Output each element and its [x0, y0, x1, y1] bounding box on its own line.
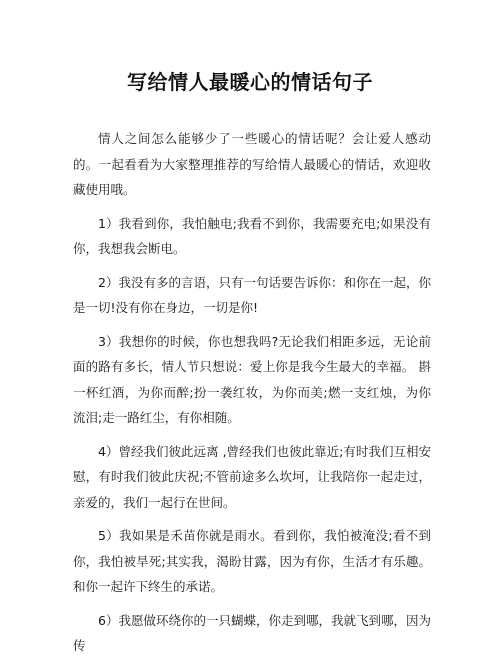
document-title: 写给情人最暖心的情话句子	[127, 70, 373, 94]
paragraph-6: 6）我愿做环绕你的一只蝴蝶，你走到哪，我就飞到哪，因为传	[73, 612, 431, 653]
paragraph-3: 3）我想你的时候，你也想我吗?无论我们相距多远，无论前面的路有多长，情人节只想说：爱上你是我今生最大的幸福。 斟一杯红酒，为你而醉;扮一袭红妆，为你而美;燃一支红烛，为你流泪;走一路红尘，有你相随。	[73, 333, 431, 425]
paragraph-4: 4）曾经我们彼此远离 ,曾经我们也彼此靠近;有时我们互相安慰，有时我们彼此庆祝;不管前途多么坎坷，让我陪你一起走过，亲爱的，我们一起行在世间。	[73, 443, 431, 510]
document-body	[73, 126, 431, 667]
paragraph-1: 1）我看到你，我怕触电;我看不到你，我需要充电;如果没有你，我想我会断电。	[73, 215, 431, 256]
paragraph-intro: 情人之间怎么能够少了一些暖心的情话呢？会让爱人感动的。一起看看为大家整理推荐的写给情人最暖心的情话，欢迎收藏使用哦。	[73, 131, 431, 197]
paragraph-5: 5）我如果是禾苗你就是雨水。看到你，我怕被淹没;看不到你，我怕被旱死;其实我，渴盼甘露，因为有你，生活才有乐趣。和你一起许下终生的承诺。	[73, 528, 431, 594]
paragraph-2: 2）我没有多的言语，只有一句话要告诉你：和你在一起，你是一切!没有你在身边，一切是你!	[73, 274, 431, 315]
